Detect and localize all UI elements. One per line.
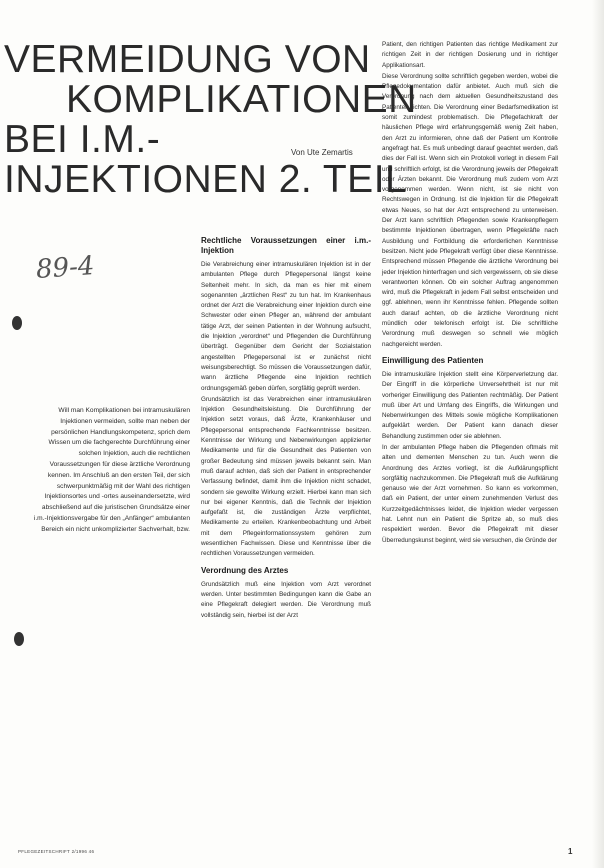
punch-hole-icon xyxy=(14,632,24,646)
section-heading: Rechtliche Voraussetzungen einer i.m.-Injektion xyxy=(201,236,371,255)
section-heading: Einwilligung des Patienten xyxy=(382,355,484,365)
body-paragraph: Grundsätzlich ist das Verabreichen einer intramuskulären Injektion Gesundheitsleistung. Die Durchführung der Injektion setzt voraus, daß Ärzte, Krankenhäuser und Pflegepersonal entsprechende Fachkenntnisse besitzen. Kenntnisse der Wirkung und Nebenwirkungen applizierter Medikamente und für die Gesundheit des Patienten von großer Bedeutung sind müssen jeweils bekannt sein. Man muß darauf achten, daß sich der Patient in entsprechender Verfassung befindet, damit ihm die Injektion nicht schadet, sondern sie gewollte Wirkung erzielt. Hierbei kann man sich nur bei eigener Kenntnis, daß die Technik der Injektion aufgefaßt ist, die zuständigen Ärzte verpflichtet, Medikamente zu erteilen. Krankenbeobachtung und Arbeit mit dem Pflegeinformationssystem gehören zum wesentlichen Fachwissen. Diese und Kenntnisse über die rechtlichen Voraussetzungen vermeiden. xyxy=(201,395,371,558)
title-line-2: KOMPLIKATIONEN xyxy=(66,78,417,121)
body-paragraph: Die intramuskuläre Injektion stellt eine Körperverletzung dar. Der Eingriff in die körperliche Unversehrtheit ist nur mit vorheriger Einwilligung des Patienten rechtmäßig. Der Patient muß über Art und Umfang des Eingriffs, die Wirkungen und Nebenwirkungen des Mittels sowie mögliche Komplikationen aufgeklärt werden. Der Patient kann danach dieser Behandlung zustimmen oder sie ablehnen. xyxy=(382,370,558,440)
body-paragraph: In der ambulanten Pflege haben die Pflegenden oftmals mit alten und dementen Menschen zu tun. Auch wenn die Anordnung des Arztes vorliegt, ist die Aufklärungspflicht sorgfältig nachzukommen. Die Pflegekraft muß die Aufklärung genauso wie der Arzt vornehmen. So kann es vorkommen, daß ein Patient, der unter einem zunehmenden Verlust des Kurzzeitgedächtnisses leidet, die Injektion wieder vergessen hat. Lehnt nun ein Patient die Spritze ab, so muß dies respektiert werden. Bevor die Pflegekraft mit dieser Überredungskunst beginnt, wird sie versuchen, die Gründe der xyxy=(382,443,558,544)
page-footer: PFLEGEZEITSCHRIFT 2/1996 46 xyxy=(18,849,95,854)
author-byline: Von Ute Zemartis xyxy=(291,148,353,157)
body-paragraph: Diese Verordnung sollte schriftlich gegeben werden, wobei die Pflegedokumentation dafür anbietet. Auch muß sich die Verordnung nach dem aktuellen Gesundheitszustand des Patienten richten. Die Verordnung einer Bedarfsmedikation ist somit zumindest problematisch. Die Pflegefachkraft der häuslichen Pflege wird erfahrungsgemäß wenig Zeit haben, den Arzt zu informieren, ohne daß der Patient um Kontrolle angefragt hat. Es muß unbedingt darauf geachtet werden, daß dies der Fall ist. Wenn sich ein Protokoll vorlegt in diesem Fall und schriftlich erfolgt, ist die Verordnung jeweils der Pflegekraft oder Ärzten bekannt. Die Verordnung muß zudem vom Arzt vorgenommen werden. Wenn nicht, ist sie nicht von Rechtswegen in Ordnung. Ist die Injektion für die Pflegekraft etwas Neues, so hat der Arzt entsprechend zu unterweisen. Der Arzt kann schriftlich Pflegenden sowie Krankenpflegern bestimmte Injektionen übertragen, wenn Pflegekräfte nach Ausbildung und Fortbildung die erforderlichen Kenntnisse besitzen. Nicht jede Pflegekraft verfügt über diese Kenntnisse. Entsprechend müssen Pflegende die ärztliche Verordnung bei jeder Injektion hinterfragen und sich vergewissern, ob sie diese verantworten können. Ob ein solcher Auftrag angenommen wird, muß die Pflegekraft in jedem Fall selbst entscheiden und ggf. ablehnen, wenn ihr Kenntnisse fehlen. Pflegende sollten auch darauf achten, ob die ärztliche Verordnung nicht mündlich oder telefonisch erfolgt ist. Die schriftliche Verordnung muß deswegen so schnell wie möglich nachgereicht werden. xyxy=(382,72,558,348)
intro-paragraph: Will man Komplikationen bei intramuskulären Injektionen vermeiden, sollte man neben der persönlichen Handlungskompetenz, sprich dem Wissen um die fachgerechte Durchführung einer solchen Injektion, auch die rechtlichen Voraussetzungen für diese ärztliche Verordnung kennen. Im Anschluß an den ersten Teil, der sich schwerpunktmäßig mit der Wahl des richtigen Injektionsortes und -ortes auseinandersetzte, wird abschließend auf die juristischen Grundsätze einer i.m.-Injektionsvergabe für den „Anfänger“ ambulanten Bereich ein nicht unkomplizierter Sachverhalt, bzw. xyxy=(33,407,190,533)
section-heading: Verordnung des Arztes xyxy=(201,565,289,575)
body-paragraph: Patient, den richtigen Patienten das richtige Medikament zur richtigen Zeit in der richtigen Dosierung und in richtiger Applikationsart. xyxy=(382,41,558,69)
title-line-4: INJEKTIONEN 2. TEIL xyxy=(4,158,408,201)
punch-hole-icon xyxy=(12,316,22,330)
title-line-3: BEI I.M.- xyxy=(4,118,161,161)
page-edge-shadow xyxy=(592,0,604,868)
body-paragraph: Die Verabreichung einer intramuskulären Injektion ist in der ambulanten Pflege durch Pflegepersonal längst keine Seltenheit mehr. In sich, da man es hier mit einem sogenannten „ärztlichen Rest“ zu tun hat. Im Krankenhaus ordnet der Arzt die Verabreichung einer Injektion durch eine Schwester oder einen Pfleger an, während der ambulant tätige Arzt, der seinen Patienten in der Wohnung aufsucht, die Injektion „verordnet“ und Pflegenden die Durchführung überträgt. Gegenüber dem Gericht der Sozialstation angestellten Pflegepersonal ist er zunächst nicht weisungsberechtigt. So müssen die Voraussetzungen dafür, wann ärztliche Pflegende eine Injektion rechtlich ordnungsgemäß geben dürfen, sorgfältig geprüft werden. xyxy=(201,261,371,392)
column-right xyxy=(382,40,558,547)
title-line-1: VERMEIDUNG VON xyxy=(4,38,371,81)
column-middle xyxy=(201,236,371,622)
page-number: 1 xyxy=(568,847,573,856)
article-title xyxy=(0,38,417,201)
body-paragraph: Grundsätzlich muß eine Injektion vom Arzt verordnet werden. Unter bestimmten Bedingungen kann die Gabe an eine Pflegekraft delegiert werden. Die Verordnung muß vollständig sein, hierbei ist der Arzt xyxy=(201,580,371,619)
handwritten-note: 89-4 xyxy=(35,250,96,286)
